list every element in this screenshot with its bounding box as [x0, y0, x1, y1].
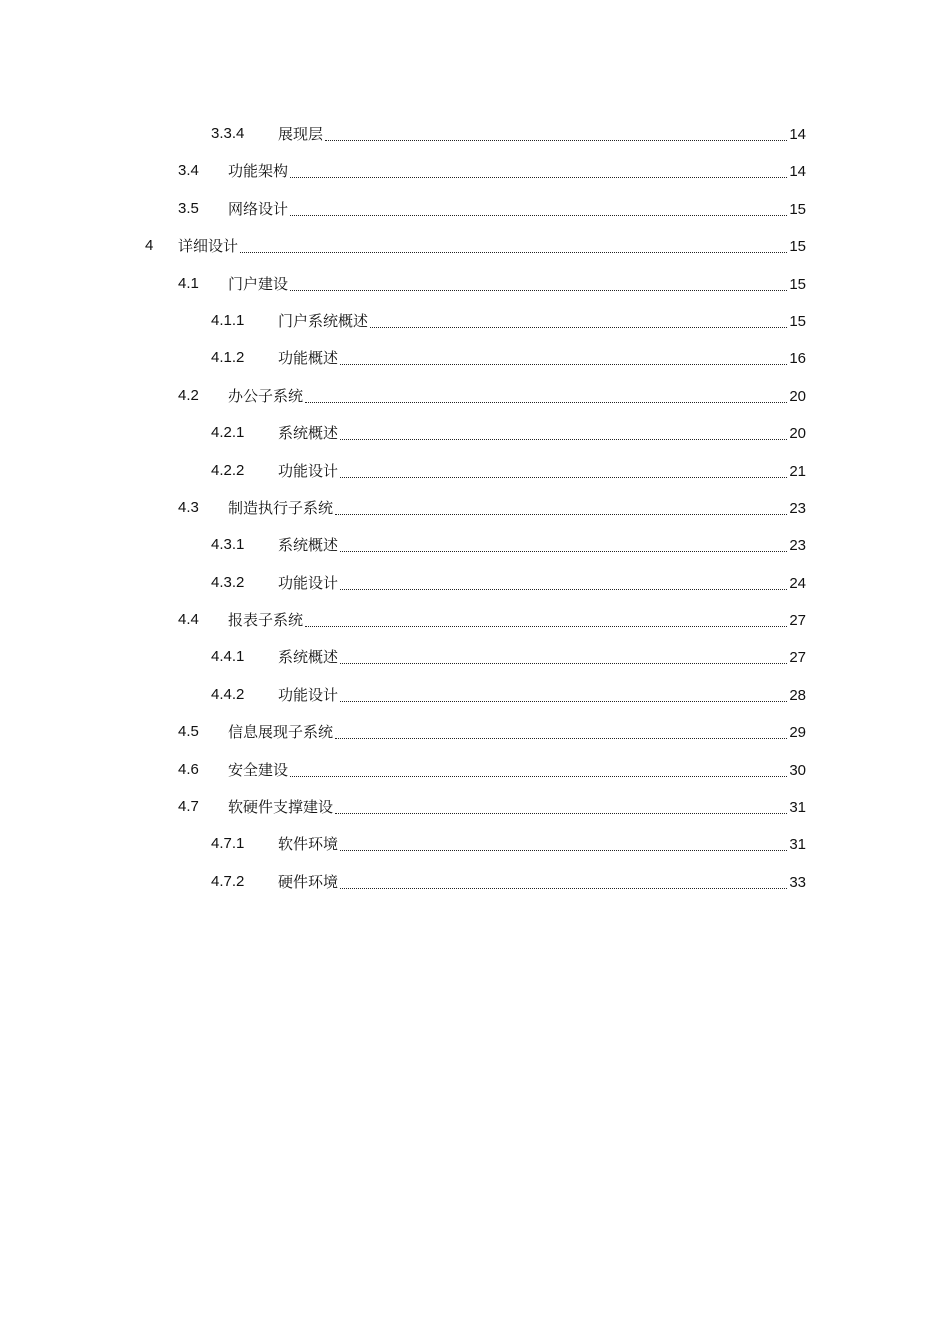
toc-entry[interactable] — [0, 228, 950, 265]
toc-entry-page: 27 — [789, 649, 806, 667]
toc-entry-page: 33 — [789, 873, 806, 891]
toc-dot-leader — [340, 477, 787, 478]
toc-entry[interactable] — [0, 752, 950, 789]
toc-entry-line — [228, 609, 806, 631]
toc-entry-line — [228, 198, 806, 220]
toc-entry[interactable] — [0, 116, 950, 153]
toc-entry[interactable] — [0, 378, 950, 415]
table-of-contents — [0, 116, 950, 901]
toc-entry-number: 4.2.1 — [211, 424, 245, 442]
toc-entry-line — [228, 759, 806, 781]
toc-entry-page: 15 — [789, 200, 806, 218]
toc-entry-title: 报表子系统 — [228, 611, 304, 630]
toc-entry-number: 4.3.1 — [211, 536, 245, 554]
toc-entry-number: 4.1.2 — [211, 349, 245, 367]
toc-entry-number: 3.5 — [178, 199, 199, 217]
toc-entry-page: 28 — [789, 686, 806, 704]
toc-entry-title: 系统概述 — [278, 536, 339, 555]
toc-entry-number: 4.4.1 — [211, 648, 245, 666]
toc-dot-leader — [340, 850, 787, 851]
toc-dot-leader — [340, 589, 787, 590]
toc-entry-number: 3.3.4 — [211, 125, 245, 142]
toc-dot-leader — [340, 701, 787, 702]
toc-entry-title: 硬件环境 — [278, 872, 339, 891]
toc-dot-leader — [325, 140, 787, 141]
toc-entry-title: 网络设计 — [228, 199, 289, 218]
toc-entry-line — [278, 310, 806, 332]
toc-entry-line — [228, 160, 806, 182]
toc-entry[interactable] — [0, 153, 950, 190]
toc-entry-title: 信息展现子系统 — [228, 723, 334, 742]
toc-entry[interactable] — [0, 826, 950, 863]
toc-entry-page: 27 — [789, 612, 806, 630]
toc-dot-leader — [340, 888, 787, 889]
toc-entry-number: 4 — [145, 237, 154, 255]
toc-entry-title: 功能设计 — [278, 573, 339, 592]
toc-entry-line — [228, 721, 806, 743]
toc-entry-line — [228, 497, 806, 519]
toc-entry-title: 展现层 — [278, 125, 324, 143]
toc-entry[interactable] — [0, 453, 950, 490]
toc-entry-line — [228, 273, 806, 295]
toc-dot-leader — [340, 551, 787, 552]
toc-entry-line — [178, 235, 806, 257]
toc-entry-page: 31 — [789, 836, 806, 854]
toc-entry[interactable] — [0, 864, 950, 901]
toc-entry-page: 23 — [789, 537, 806, 555]
toc-entry-number: 4.6 — [178, 760, 199, 778]
toc-dot-leader — [335, 514, 787, 515]
toc-dot-leader — [290, 290, 787, 291]
toc-entry-page: 15 — [789, 238, 806, 256]
toc-entry-number: 4.7.1 — [211, 835, 245, 853]
toc-entry-page: 20 — [789, 425, 806, 443]
toc-entry-title: 功能设计 — [278, 685, 339, 704]
toc-dot-leader — [305, 626, 787, 627]
toc-entry-title: 功能设计 — [278, 461, 339, 480]
toc-entry-title: 系统概述 — [278, 424, 339, 443]
toc-entry-line — [278, 460, 806, 482]
toc-entry-number: 4.3 — [178, 498, 199, 516]
toc-entry-number: 4.4 — [178, 611, 199, 629]
toc-entry[interactable] — [0, 415, 950, 452]
toc-entry-line — [278, 871, 806, 893]
toc-entry[interactable] — [0, 789, 950, 826]
toc-entry-line — [278, 572, 806, 594]
toc-dot-leader — [240, 252, 787, 253]
toc-entry-number: 4.7.2 — [211, 872, 245, 890]
toc-dot-leader — [305, 402, 787, 403]
toc-entry-page: 21 — [789, 462, 806, 480]
toc-entry[interactable] — [0, 602, 950, 639]
toc-entry-line — [278, 833, 806, 855]
toc-entry-page: 24 — [789, 574, 806, 592]
toc-entry[interactable] — [0, 565, 950, 602]
toc-entry-line — [228, 385, 806, 407]
toc-entry[interactable] — [0, 714, 950, 751]
toc-entry-title: 功能架构 — [228, 162, 289, 181]
toc-entry-line — [278, 684, 806, 706]
toc-entry[interactable] — [0, 677, 950, 714]
toc-entry-number: 4.3.2 — [211, 573, 245, 591]
toc-entry-line — [228, 796, 806, 818]
toc-entry-page: 29 — [789, 724, 806, 742]
toc-entry-number: 4.1 — [178, 274, 199, 292]
toc-entry-number: 4.5 — [178, 723, 199, 741]
toc-entry-number: 4.1.1 — [211, 311, 245, 329]
toc-entry-page: 14 — [789, 163, 806, 181]
toc-entry-page: 15 — [789, 312, 806, 330]
toc-entry[interactable] — [0, 490, 950, 527]
toc-entry-number: 4.2 — [178, 386, 199, 404]
toc-entry-title: 安全建设 — [228, 760, 289, 779]
toc-entry-page: 30 — [789, 761, 806, 779]
toc-dot-leader — [340, 364, 787, 365]
toc-entry-line — [278, 347, 806, 369]
toc-dot-leader — [335, 738, 787, 739]
toc-entry-page: 31 — [789, 799, 806, 817]
toc-dot-leader — [370, 327, 787, 328]
toc-entry-page: 20 — [789, 387, 806, 405]
toc-entry-title: 详细设计 — [178, 237, 239, 256]
toc-entry-number: 4.4.2 — [211, 685, 245, 703]
toc-entry[interactable] — [0, 303, 950, 340]
toc-entry-page: 23 — [789, 499, 806, 517]
toc-entry-page: 14 — [789, 126, 806, 143]
toc-entry-title: 软硬件支撑建设 — [228, 798, 334, 817]
toc-entry-title: 门户建设 — [228, 274, 289, 293]
toc-entry-title: 软件环境 — [278, 835, 339, 854]
toc-entry-title: 制造执行子系统 — [228, 498, 334, 517]
toc-entry-title: 办公子系统 — [228, 386, 304, 405]
toc-dot-leader — [340, 439, 787, 440]
toc-entry-number: 4.2.2 — [211, 461, 245, 479]
toc-entry-line — [278, 422, 806, 444]
toc-entry[interactable] — [0, 191, 950, 228]
toc-entry-title: 系统概述 — [278, 648, 339, 667]
toc-entry-line — [278, 123, 806, 145]
toc-dot-leader — [290, 776, 787, 777]
toc-entry-title: 功能概述 — [278, 349, 339, 368]
toc-entry[interactable] — [0, 340, 950, 377]
toc-entry-page: 16 — [789, 350, 806, 368]
toc-entry-page: 15 — [789, 275, 806, 293]
toc-entry-number: 3.4 — [178, 162, 199, 180]
toc-dot-leader — [290, 177, 787, 178]
toc-entry-number: 4.7 — [178, 798, 199, 816]
toc-entry-line — [278, 534, 806, 556]
toc-entry[interactable] — [0, 527, 950, 564]
toc-entry-title: 门户系统概述 — [278, 311, 369, 330]
toc-entry[interactable] — [0, 266, 950, 303]
toc-dot-leader — [340, 663, 787, 664]
toc-entry[interactable] — [0, 639, 950, 676]
toc-dot-leader — [335, 813, 787, 814]
toc-dot-leader — [290, 215, 787, 216]
toc-entry-line — [278, 646, 806, 668]
